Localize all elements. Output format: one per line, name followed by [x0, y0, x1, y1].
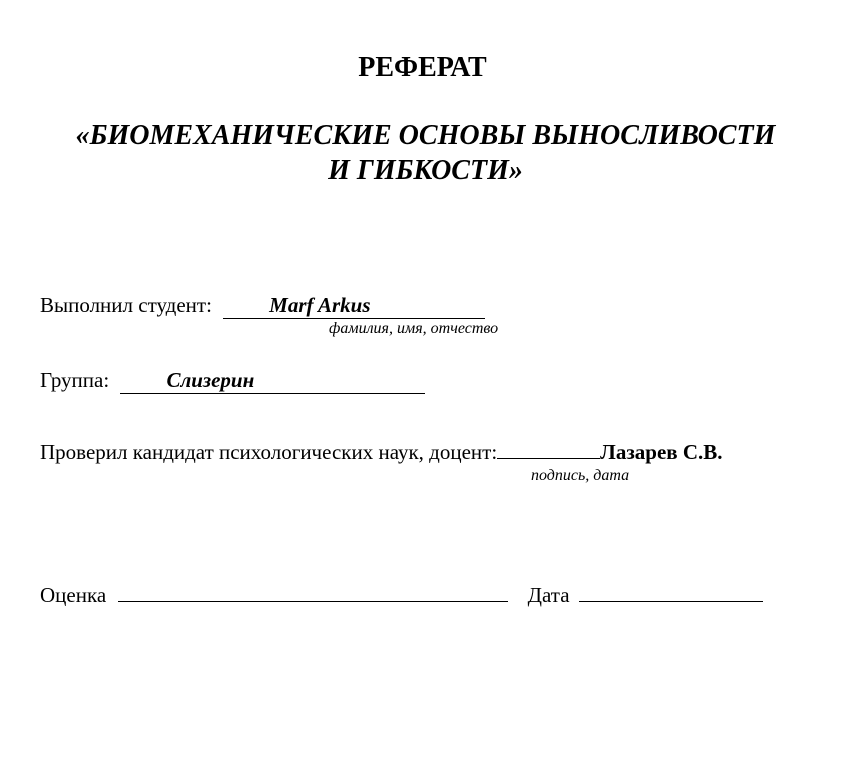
document-title: РЕФЕРАТ: [358, 52, 487, 83]
date-field[interactable]: [579, 580, 763, 602]
student-value: Marf Arkus: [269, 293, 371, 317]
subtitle-line-1: «БИОМЕХАНИЧЕСКИЕ ОСНОВЫ ВЫНОСЛИВОСТИ: [75, 120, 776, 151]
group-value: Слизерин: [166, 368, 255, 392]
student-label: Выполнил студент:: [40, 293, 212, 317]
group-field[interactable]: [120, 367, 425, 394]
grade-label: Оценка: [40, 583, 107, 607]
checker-value: Лазарев С.В.: [600, 440, 723, 464]
group-row: [40, 367, 425, 394]
document-subtitle: [0, 118, 845, 188]
student-hint: фамилия, имя, отчество: [329, 320, 499, 337]
student-field[interactable]: [223, 292, 484, 319]
checker-hint: подпись, дата: [531, 467, 630, 484]
student-row: [40, 292, 485, 319]
grade-row: [40, 580, 763, 608]
checker-row: [40, 437, 723, 465]
date-label: Дата: [527, 583, 570, 607]
group-label: Группа:: [40, 368, 110, 392]
grade-field[interactable]: [118, 580, 508, 602]
checker-label: Проверил кандидат психологических наук, доцент:: [40, 440, 498, 464]
checker-signature-field[interactable]: [497, 437, 600, 459]
subtitle-line-2: И ГИБКОСТИ»: [328, 155, 523, 186]
